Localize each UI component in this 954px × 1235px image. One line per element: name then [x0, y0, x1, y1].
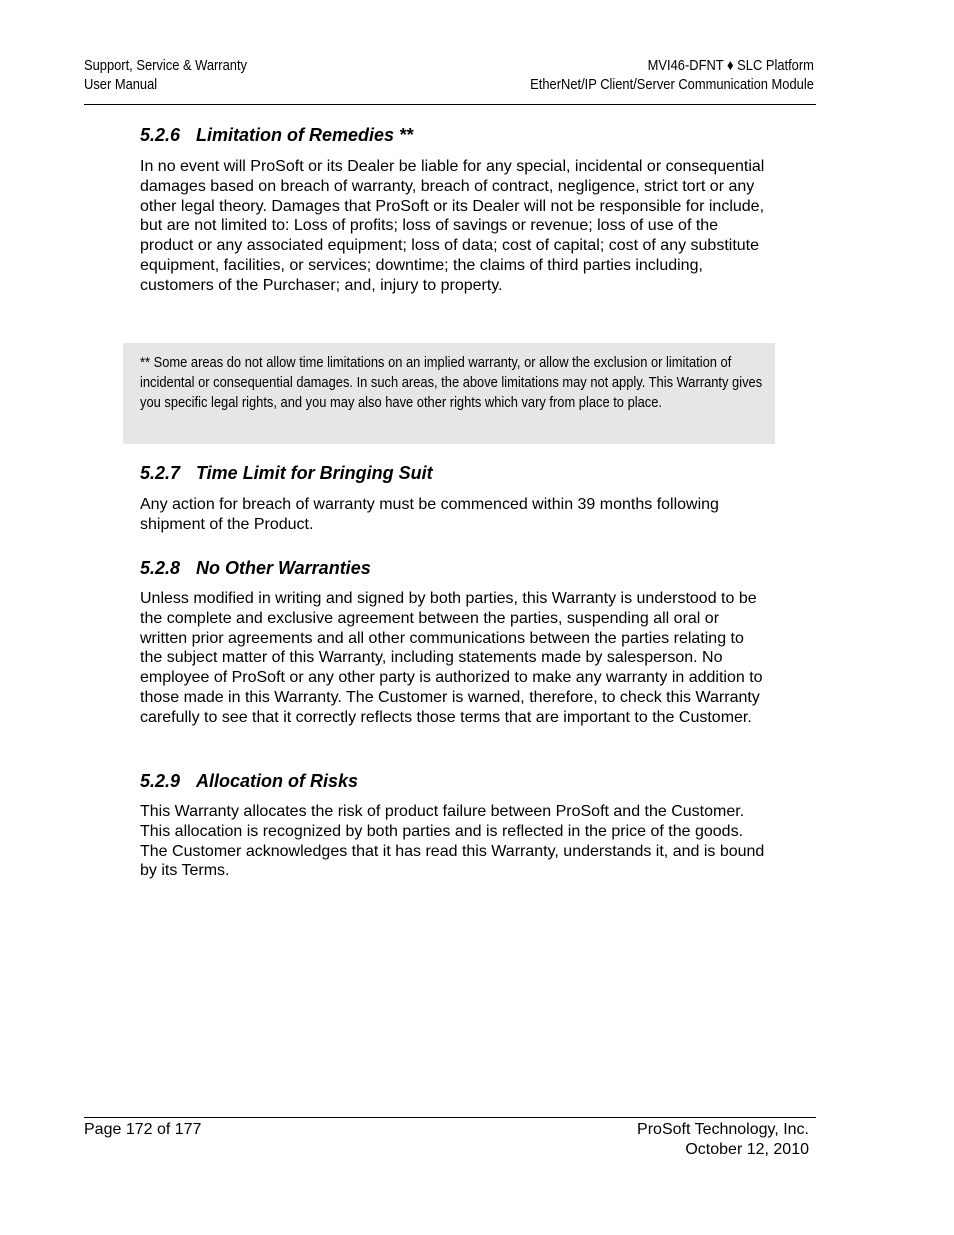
footer-date: October 12, 2010	[685, 1140, 809, 1158]
section-title: Time Limit for Bringing Suit	[196, 463, 433, 483]
section-body-time-limit: Any action for breach of warranty must be commenced within 39 months following shipment of the Product.	[140, 496, 719, 533]
section-body-allocation-of-risks: This Warranty allocates the risk of product failure between ProSoft and the Customer. This allocation is recognized by both parties and is reflected in the price of the goods. The Customer acknowledges that it has read this Warranty, understands it, and is bound by its Terms.	[140, 803, 765, 880]
section-body-no-other-warranties: Unless modified in writing and signed by both parties, this Warranty is understood to be the complete and exclusive agreement between the parties, suspending all oral or written prior agreements and all other communications between the parties relating to the subject matter of this Warranty, including statements made by salesperson. No employee of ProSoft or any other party is authorized to make any warranty in addition to those made in this Warranty. The Customer is warned, therefore, to check this Warranty carefully to see that it correctly reflects those terms that are important to the Customer.	[140, 590, 763, 726]
warranty-note-text: ** Some areas do not allow time limitations on an implied warranty, or allow the exclusion or limitation of incidental or consequential damages. In such areas, the above limitations may not apply. This Warranty gives you specific legal rights, and you may also have other rights which vary from place to place.	[140, 354, 763, 411]
section-heading-allocation-of-risks	[140, 770, 358, 792]
page-header-left	[84, 56, 247, 94]
footer-divider	[84, 1117, 816, 1118]
header-divider	[84, 104, 816, 105]
section-title: No Other Warranties	[196, 558, 371, 578]
section-number: 5.2.7	[140, 463, 181, 483]
header-manual-label: User Manual	[84, 76, 158, 93]
page-footer-right	[637, 1120, 809, 1159]
section-heading-time-limit	[140, 462, 433, 484]
page-number: Page 172 of 177	[84, 1121, 202, 1138]
header-section-title: Support, Service & Warranty	[84, 57, 247, 74]
header-product-name: MVI46-DFNT ♦ SLC Platform	[647, 57, 814, 74]
section-heading-limitation	[140, 124, 413, 146]
section-number: 5.2.9	[140, 771, 181, 791]
section-title: Allocation of Risks	[196, 771, 359, 791]
header-module-name: EtherNet/IP Client/Server Communication Module	[530, 76, 814, 93]
section-body-limitation: In no event will ProSoft or its Dealer be liable for any special, incidental or consequential damages based on breach of warranty, breach of contract, negligence, strict tort or any other legal theory. Damages that ProSoft or its Dealer will not be responsible for include, but are not limited to: Loss of profits; loss of savings or revenue; loss of use of the product or any associated equipment; loss of data; cost of capital; cost of any substitute equipment, facilities, or services; downtime; the claims of third parties including, customers of the Purchaser; and, injury to property.	[140, 158, 765, 294]
section-number: 5.2.6	[140, 125, 181, 145]
section-number: 5.2.8	[140, 558, 181, 578]
warranty-note-box	[123, 343, 775, 444]
section-title: Limitation of Remedies **	[196, 125, 414, 145]
section-heading-no-other-warranties	[140, 557, 371, 579]
page-header-right	[530, 56, 814, 94]
footer-company: ProSoft Technology, Inc.	[637, 1121, 809, 1138]
